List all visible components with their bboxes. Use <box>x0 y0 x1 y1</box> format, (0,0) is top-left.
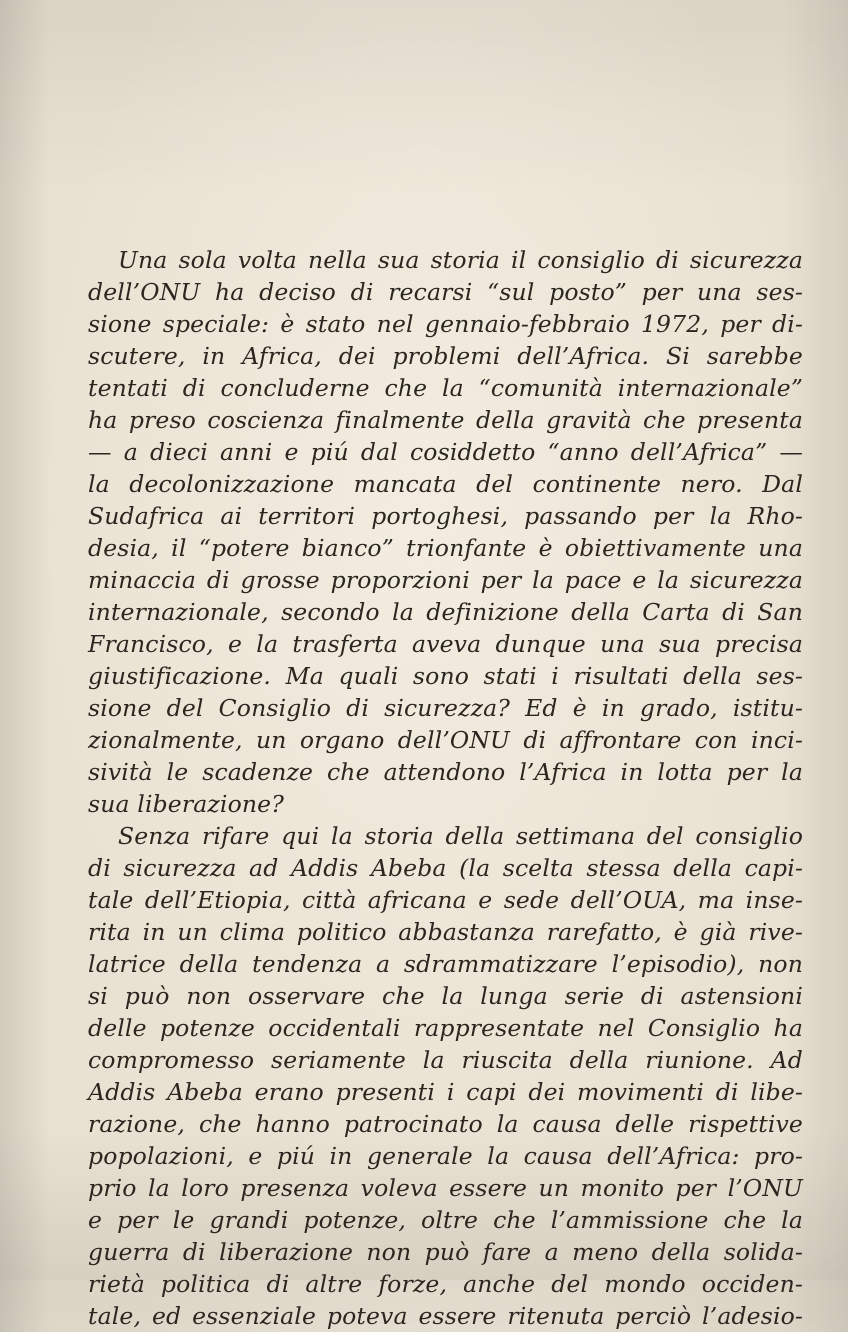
text-line: tentati di concluderne che la “comunità internazionale” <box>88 374 803 402</box>
text-line: sua liberazione? <box>88 790 284 818</box>
text-line: e per le grandi potenze, oltre che l’ammissione che la <box>88 1206 803 1234</box>
paragraph-2 <box>88 820 803 1332</box>
text-line: dell’ONU ha deciso di recarsi “sul posto” per una ses- <box>88 278 803 306</box>
show-through-text <box>300 70 720 240</box>
text-line: latrice della tendenza a sdrammatizzare l’episodio), non <box>88 950 803 978</box>
text-line: sione del Consiglio di sicurezza? Ed è in grado, istitu- <box>88 694 803 722</box>
text-line: la decolonizzazione mancata del continente nero. Dal <box>88 470 803 498</box>
text-line: zionalmente, un organo dell’ONU di affrontare con inci- <box>88 726 803 754</box>
text-line: prio la loro presenza voleva essere un monito per l’ONU <box>88 1174 803 1202</box>
text-line: Francisco, e la trasferta aveva dunque una sua precisa <box>88 630 803 658</box>
text-line: Addis Abeba erano presenti i capi dei movimenti di libe- <box>88 1078 803 1106</box>
paragraph-1 <box>88 244 803 820</box>
text-line: sione speciale: è stato nel gennaio-febbraio 1972, per di- <box>88 310 803 338</box>
text-line: giustificazione. Ma quali sono stati i risultati della ses- <box>88 662 803 690</box>
text-line: compromesso seriamente la riuscita della riunione. Ad <box>88 1046 803 1074</box>
text-line: internazionale, secondo la definizione della Carta di San <box>88 598 803 626</box>
text-line: di sicurezza ad Addis Abeba (la scelta stessa della capi- <box>88 854 803 882</box>
text-line: rietà politica di altre forze, anche del mondo occiden- <box>88 1270 803 1298</box>
text-line: minaccia di grosse proporzioni per la pace e la sicurezza <box>88 566 803 594</box>
text-line: tale, ed essenziale poteva essere ritenuta perciò l’adesio- <box>88 1302 803 1330</box>
text-line: guerra di liberazione non può fare a meno della solida- <box>88 1238 803 1266</box>
text-line: desia, il “potere bianco” trionfante è obiettivamente una <box>88 534 803 562</box>
text-line: — a dieci anni e piú dal cosiddetto “anno dell’Africa” — <box>88 438 803 466</box>
text-line: popolazioni, e piú in generale la causa dell’Africa: pro- <box>88 1142 803 1170</box>
text-line: tale dell’Etiopia, città africana e sede dell’OUA, ma inse- <box>88 886 803 914</box>
text-line: Una sola volta nella sua storia il consiglio di sicurezza <box>118 246 803 274</box>
text-line: Senza rifare qui la storia della settimana del consiglio <box>118 822 803 850</box>
text-line: sività le scadenze che attendono l’Africa in lotta per la <box>88 758 803 786</box>
text-line: razione, che hanno patrocinato la causa delle rispettive <box>88 1110 803 1138</box>
book-page-body <box>88 244 803 1332</box>
text-line: si può non osservare che la lunga serie di astensioni <box>88 982 803 1010</box>
text-line: scutere, in Africa, dei problemi dell’Africa. Si sarebbe <box>88 342 803 370</box>
text-line: delle potenze occidentali rappresentate nel Consiglio ha <box>88 1014 803 1042</box>
text-line: ha preso coscienza finalmente della gravità che presenta <box>88 406 803 434</box>
text-line: Sudafrica ai territori portoghesi, passando per la Rho- <box>88 502 803 530</box>
text-line: rita in un clima politico abbastanza rarefatto, è già rive- <box>88 918 803 946</box>
